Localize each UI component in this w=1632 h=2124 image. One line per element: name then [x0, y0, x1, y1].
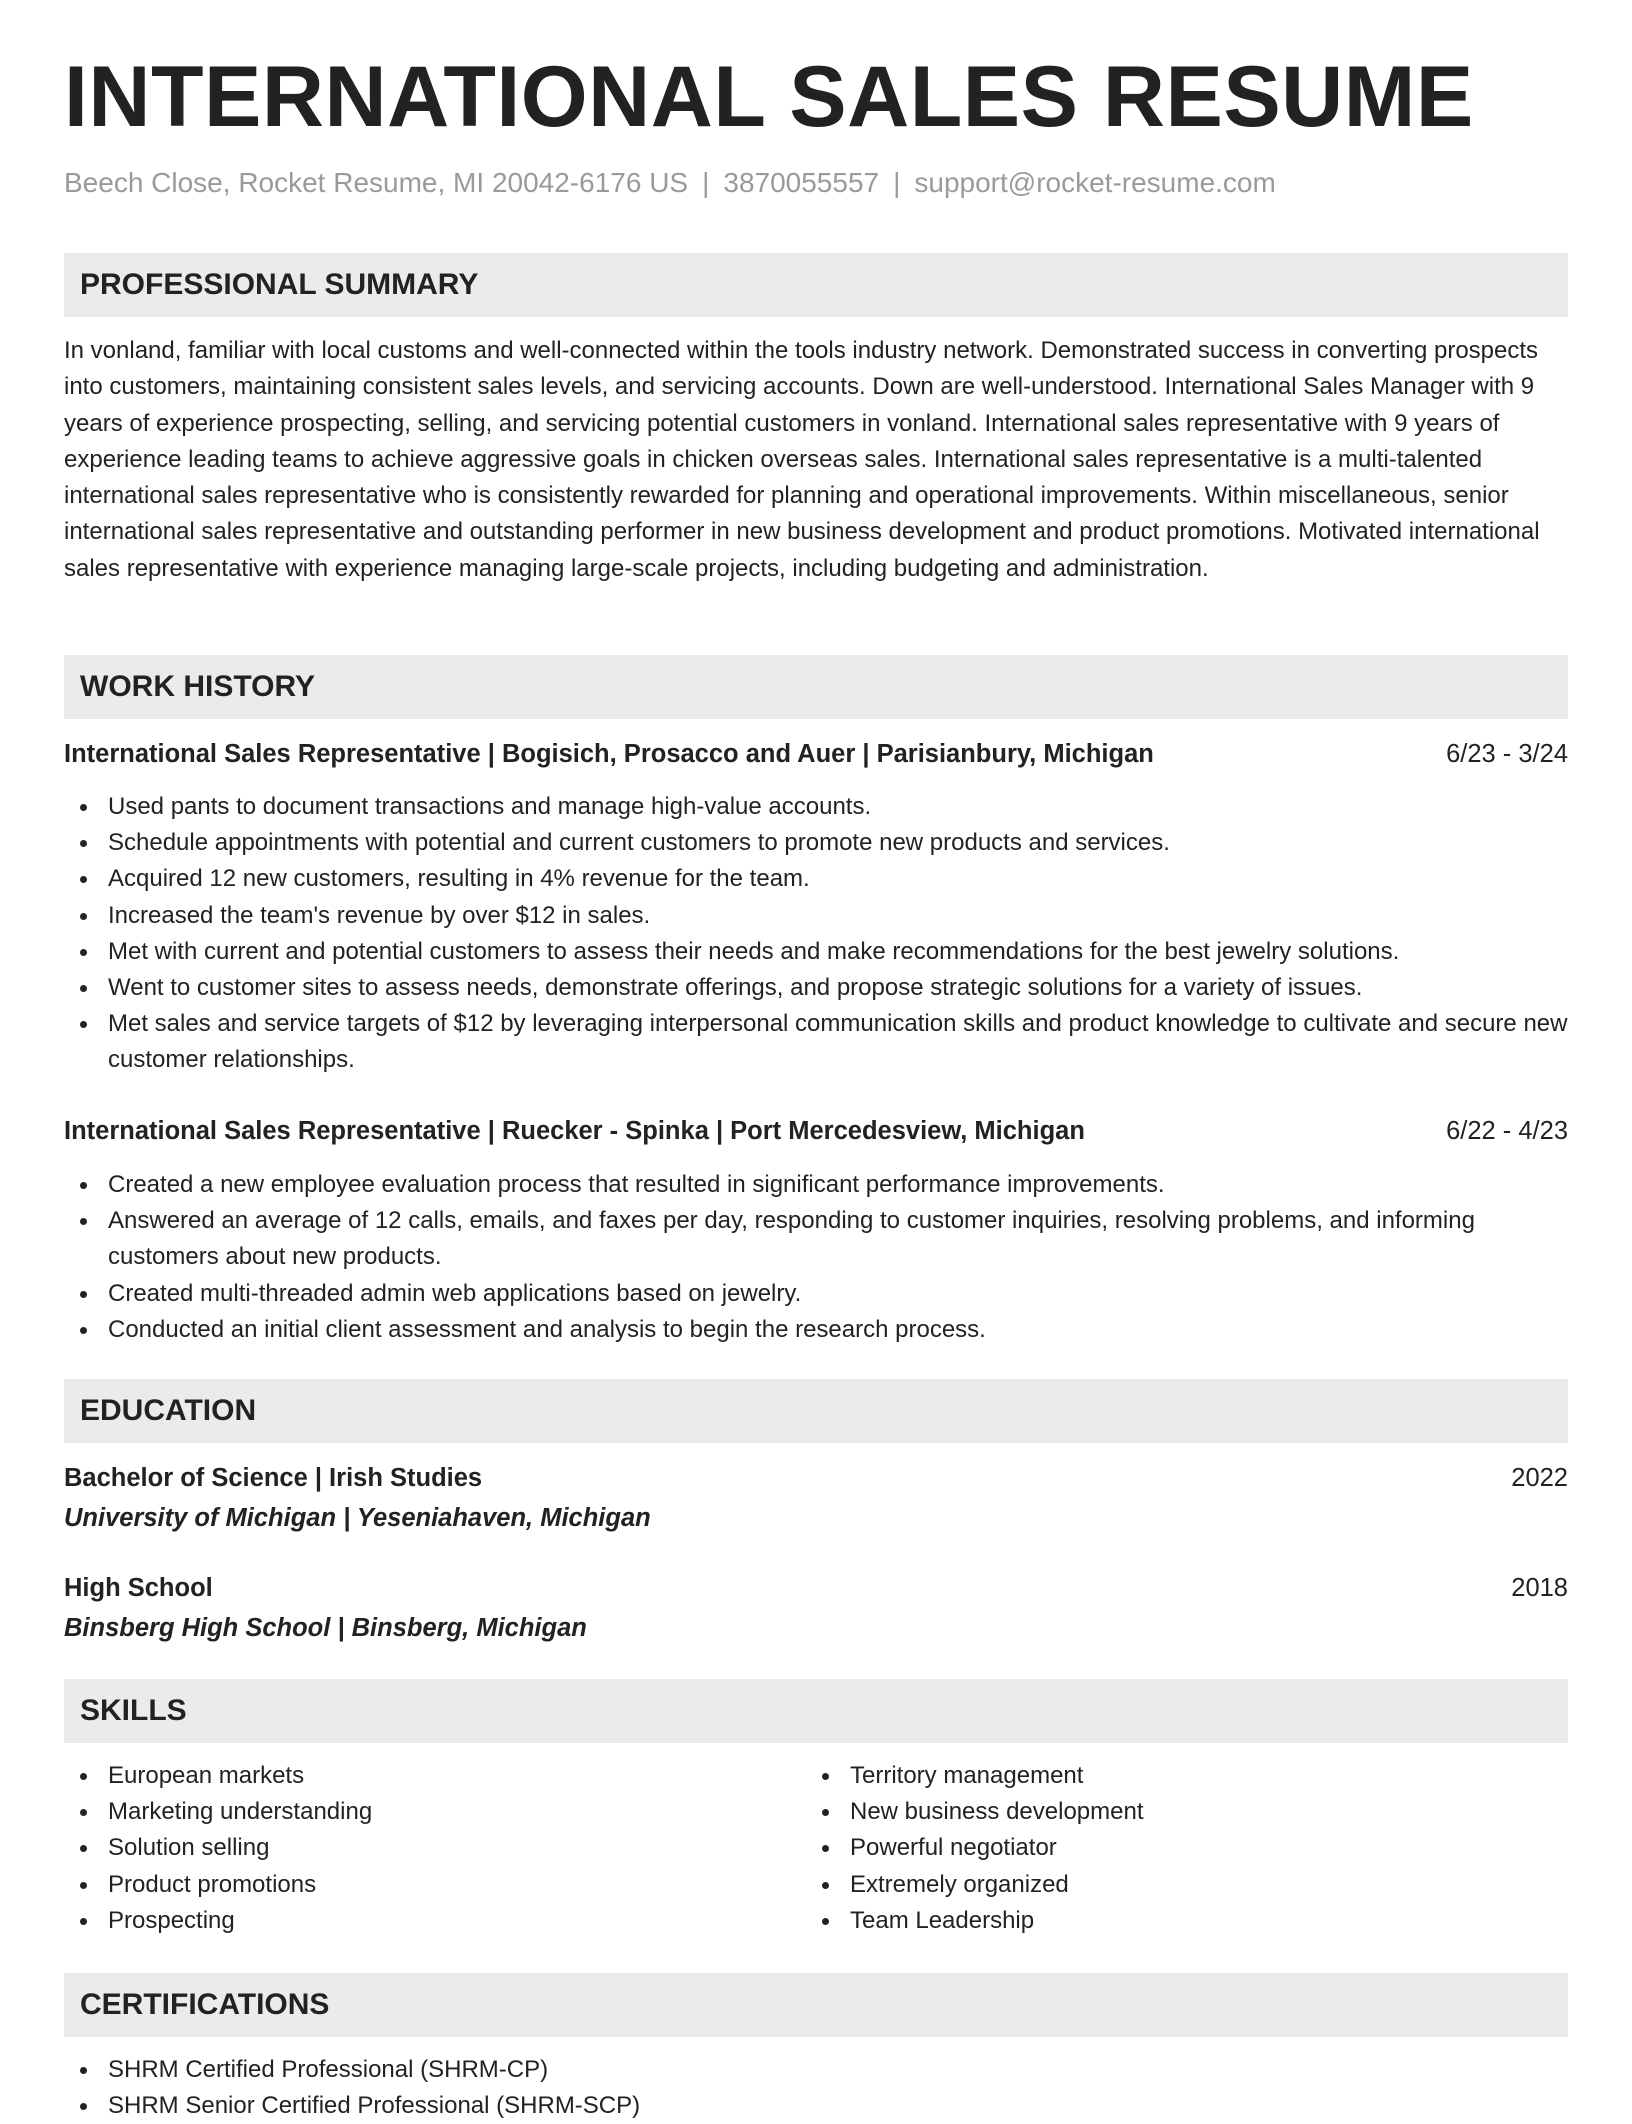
list-item: Went to customer sites to assess needs, demonstrate offerings, and propose strategic solutions for a variety of issues. — [64, 970, 1568, 1006]
skill-item: Territory management — [806, 1758, 1632, 1794]
graduation-year: 2022 — [1511, 1464, 1568, 1492]
list-item: Increased the team's revenue by over $12 in sales. — [64, 898, 1568, 934]
list-item: Acquired 12 new customers, resulting in 4% revenue for the team. — [64, 861, 1568, 897]
certification-item: SHRM Senior Certified Professional (SHRM-SCP) — [64, 2088, 1568, 2124]
job-title: International Sales Representative | Bogisich, Prosacco and Auer | Parisianbury, Michigan — [64, 740, 1154, 768]
list-item: Schedule appointments with potential and current customers to promote new products and services. — [64, 825, 1568, 861]
education-degree — [64, 1461, 1568, 1495]
skill-item: Extremely organized — [806, 1867, 1632, 1903]
contact-phone: 3870055557 — [723, 167, 880, 198]
list-item: Conducted an initial client assessment and analysis to begin the research process. — [64, 1312, 1568, 1348]
education-school: University of Michigan | Yeseniahaven, Michigan — [64, 1504, 651, 1532]
job-header — [64, 1114, 1568, 1148]
section-heading-skills: SKILLS — [64, 1679, 1568, 1743]
contact-line — [64, 167, 1276, 199]
skill-item: Powerful negotiator — [806, 1830, 1632, 1866]
skill-item: European markets — [64, 1758, 1568, 1794]
job-dates: 6/22 - 4/23 — [1446, 1117, 1568, 1145]
certifications-list — [64, 2052, 1568, 2124]
contact-email[interactable]: support@rocket-resume.com — [914, 167, 1276, 198]
job-title: International Sales Representative | Ruecker - Spinka | Port Mercedesview, Michigan — [64, 1117, 1085, 1145]
education-school: Binsberg High School | Binsberg, Michigan — [64, 1614, 587, 1642]
contact-address: Beech Close, Rocket Resume, MI 20042-6176 US — [64, 167, 689, 198]
certification-item: SHRM Certified Professional (SHRM-CP) — [64, 2052, 1568, 2088]
list-item: Answered an average of 12 calls, emails, and faxes per day, responding to customer inquiries, resolving problems, and informing customers about new products. — [64, 1203, 1568, 1275]
education-degree — [64, 1571, 1568, 1605]
skill-item: Solution selling — [64, 1830, 1568, 1866]
section-heading-certifications: CERTIFICATIONS — [64, 1973, 1568, 2037]
list-item: Met with current and potential customers to assess their needs and make recommendations for the best jewelry solutions. — [64, 934, 1568, 970]
job-bullet-list — [64, 1167, 1568, 1348]
section-heading-work-history: WORK HISTORY — [64, 655, 1568, 719]
resume-title: INTERNATIONAL SALES RESUME — [64, 49, 1474, 145]
skill-item: New business development — [806, 1794, 1632, 1830]
list-item: Created multi-threaded admin web applications based on jewelry. — [64, 1276, 1568, 1312]
list-item: Used pants to document transactions and manage high-value accounts. — [64, 789, 1568, 825]
contact-separator: | — [702, 167, 710, 198]
skill-item: Team Leadership — [806, 1903, 1632, 1939]
degree-title: Bachelor of Science | Irish Studies — [64, 1464, 483, 1492]
degree-title: High School — [64, 1574, 213, 1602]
skill-item: Prospecting — [64, 1903, 1568, 1939]
section-heading-summary: PROFESSIONAL SUMMARY — [64, 253, 1568, 317]
skill-item: Marketing understanding — [64, 1794, 1568, 1830]
section-heading-education: EDUCATION — [64, 1379, 1568, 1443]
summary-text: In vonland, familiar with local customs and well-connected within the tools industry network. Demonstrated success in converting prospects into customers, maintaining consistent sales levels, and servicing accounts. Down are well-understood. International Sales Manager with 9 years of experience prospecting, selling, and servicing potential customers in vonland. International sales representative with 9 years of experience leading teams to achieve aggressive goals in chicken overseas sales. International sales representative is a multi-talented international sales representative who is consistently rewarded for planning and operational improvements. Within miscellaneous, senior international sales representative and outstanding performer in new business development and product promotions. Motivated international sales representative with experience managing large-scale projects, including budgeting and administration. — [64, 337, 1540, 582]
list-item: Created a new employee evaluation process that resulted in significant performance improvements. — [64, 1167, 1568, 1203]
list-item: Met sales and service targets of $12 by leveraging interpersonal communication skills and product knowledge to cultivate and secure new customer relationships. — [64, 1006, 1568, 1078]
job-header — [64, 737, 1568, 771]
job-bullet-list — [64, 789, 1568, 1079]
contact-separator: | — [893, 167, 901, 198]
skills-list-right — [806, 1758, 1632, 1939]
job-dates: 6/23 - 3/24 — [1446, 740, 1568, 768]
skill-item: Product promotions — [64, 1867, 1568, 1903]
graduation-year: 2018 — [1511, 1574, 1568, 1602]
